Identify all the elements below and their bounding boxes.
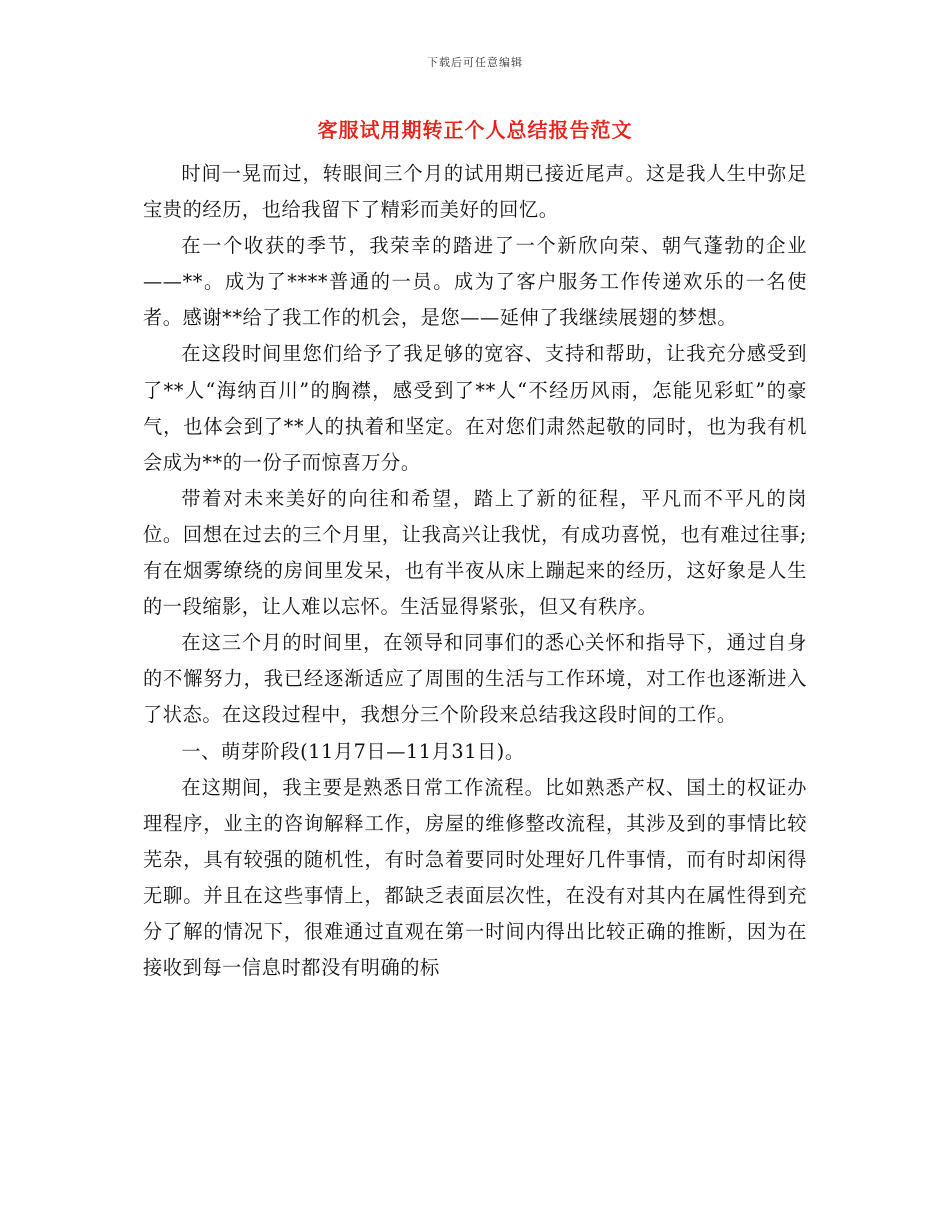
- paragraph: 在一个收获的季节，我荣幸的踏进了一个新欣向荣、朝气蓬勃的企业——**。成为了****普通的一员。成为了客户服务工作传递欢乐的一名使者。感谢**给了我工作的机会，是您——延伸了我继续展翅的梦想。: [143, 234, 807, 330]
- document-body: [143, 156, 807, 986]
- paragraph: 在这段时间里您们给予了我足够的宽容、支持和帮助，让我充分感受到了**人“海纳百川”的胸襟，感受到了**人“不经历风雨，怎能见彩虹”的豪气，也体会到了**人的执着和坚定。在对您们肃然起敬的同时，也为我有机会成为**的一份子而惊喜万分。: [143, 342, 807, 474]
- paragraph: 在这三个月的时间里，在领导和同事们的悉心关怀和指导下，通过自身的不懈努力，我已经逐渐适应了周围的生活与工作环境，对工作也逐渐进入了状态。在这段过程中，我想分三个阶段来总结我这段时间的工作。: [143, 631, 807, 727]
- document-title: 客服试用期转正个人总结报告范文: [317, 118, 633, 142]
- paragraph: 带着对未来美好的向往和希望，踏上了新的征程，平凡而不平凡的岗位。回想在过去的三个月里，让我高兴让我忧，有成功喜悦，也有难过往事;有在烟雾缭绕的房间里发呆，也有半夜从床上蹦起来的经历，这好象是人生的一段缩影，让人难以忘怀。生活显得紧张，但又有秩序。: [143, 486, 807, 619]
- paragraph: 时间一晃而过，转眼间三个月的试用期已接近尾声。这是我人生中弥足宝贵的经历，也给我留下了精彩而美好的回忆。: [143, 162, 807, 222]
- paragraph: 在这期间，我主要是熟悉日常工作流程。比如熟悉产权、国土的权证办理程序，业主的咨询解释工作，房屋的维修整改流程，其涉及到的事情比较芜杂，具有较强的随机性，有时急着要同时处理好几件事情，而有时却闲得无聊。并且在这些事情上，都缺乏表面层次性，在没有对其内在属性得到充分了解的情况下，很难通过直观在第一时间内得出比较正确的推断，因为在接收到每一信息时都没有明确的标: [143, 775, 807, 980]
- section-heading: 一、萌芽阶段(11月7日—11月31日)。: [181, 739, 525, 763]
- header-note: 下载后可任意编辑: [427, 56, 523, 69]
